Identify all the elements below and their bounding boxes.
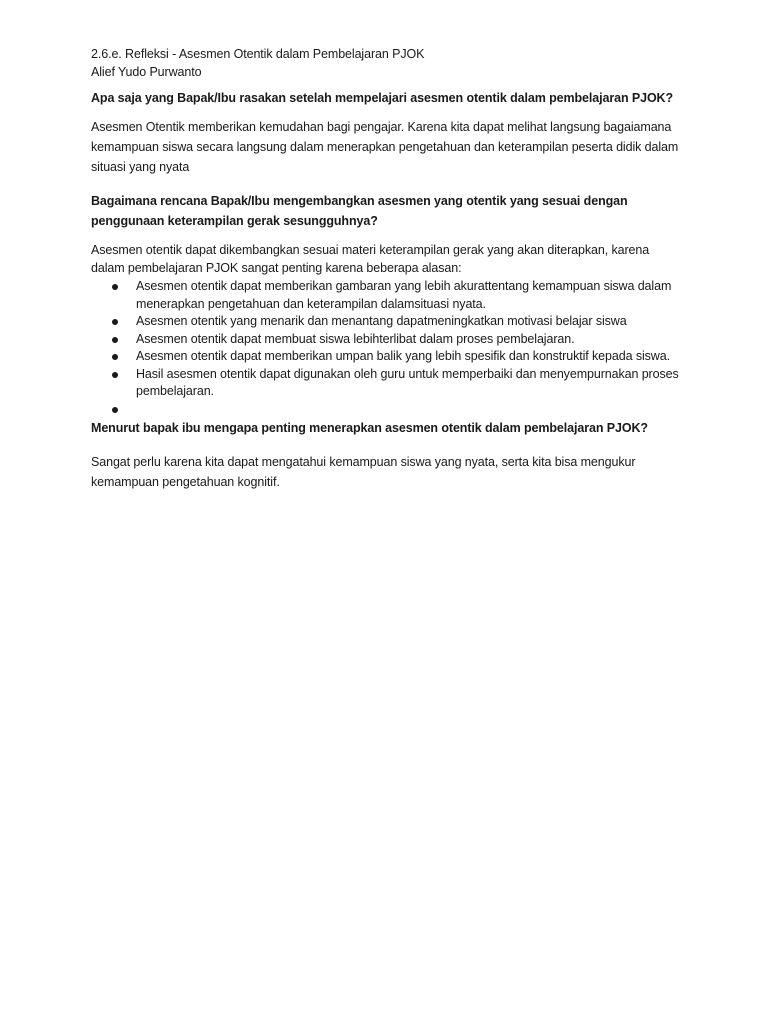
bullet-text: Hasil asesmen otentik dapat digunakan oleh guru untuk memperbaiki dan menyempurnakan proses pembelajaran. [136, 366, 679, 398]
bullet-text: Asesmen otentik dapat memberikan gambaran yang lebih akurattentang kemampuan siswa dalam menerapkan pengetahuan dan keterampilan dalamsituasi nyata. [136, 279, 672, 311]
bullet-item [91, 331, 681, 349]
answer-2-intro: Asesmen otentik dapat dikembangkan sesuai materi keterampilan gerak yang akan diterapkan, karena dalam pembelajaran PJOK sangat penting karena beberapa alasan: [91, 243, 650, 275]
bullet-icon [112, 372, 118, 378]
bullet-icon [112, 407, 118, 413]
bullet-item [91, 313, 681, 331]
answer-1: Asesmen Otentik memberikan kemudahan bagi pengajar. Karena kita dapat melihat langsung bagaiamana kemampuan siswa secara langsung dalam menerapkan pengetahuan dan keterampilan peserta didik dalam situasi yang nyata [91, 120, 679, 174]
bullet-icon [112, 337, 118, 343]
document-body [91, 45, 681, 492]
bullet-text: Asesmen otentik dapat memberikan umpan balik yang lebih spesifik dan konstruktif kepada siswa. [136, 349, 670, 363]
bullet-text: Asesmen otentik dapat membuat siswa lebihterlibat dalam proses pembelajaran. [136, 331, 575, 346]
bullet-text: Asesmen otentik yang menarik dan menantang dapatmeningkatkan motivasi belajar siswa [136, 314, 627, 328]
bullet-item [91, 278, 681, 313]
bullet-item [91, 348, 681, 366]
bullet-item-empty [91, 401, 681, 419]
answer-2-bullet-list [91, 278, 681, 418]
bullet-icon [112, 319, 118, 325]
bullet-icon [112, 354, 118, 360]
answer-3: Sangat perlu karena kita dapat mengatahui kemampuan siswa yang nyata, serta kita bisa mengukur kemampuan pengetahuan kognitif. [91, 455, 636, 489]
document-title: 2.6.e. Refleksi - Asesmen Otentik dalam Pembelajaran PJOK [91, 47, 425, 61]
question-1: Apa saja yang Bapak/Ibu rasakan setelah mempelajari asesmen otentik dalam pembelajaran PJOK? [91, 91, 674, 105]
bullet-icon [112, 284, 118, 290]
bullet-text [136, 401, 681, 419]
question-2: Bagaimana rencana Bapak/Ibu mengembangkan asesmen yang otentik yang sesuai dengan penggunaan keterampilan gerak sesungguhnya? [91, 194, 628, 228]
question-3: Menurut bapak ibu mengapa penting menerapkan asesmen otentik dalam pembelajaran PJOK? [91, 421, 648, 435]
bullet-item [91, 366, 681, 401]
document-author: Alief Yudo Purwanto [91, 65, 202, 79]
